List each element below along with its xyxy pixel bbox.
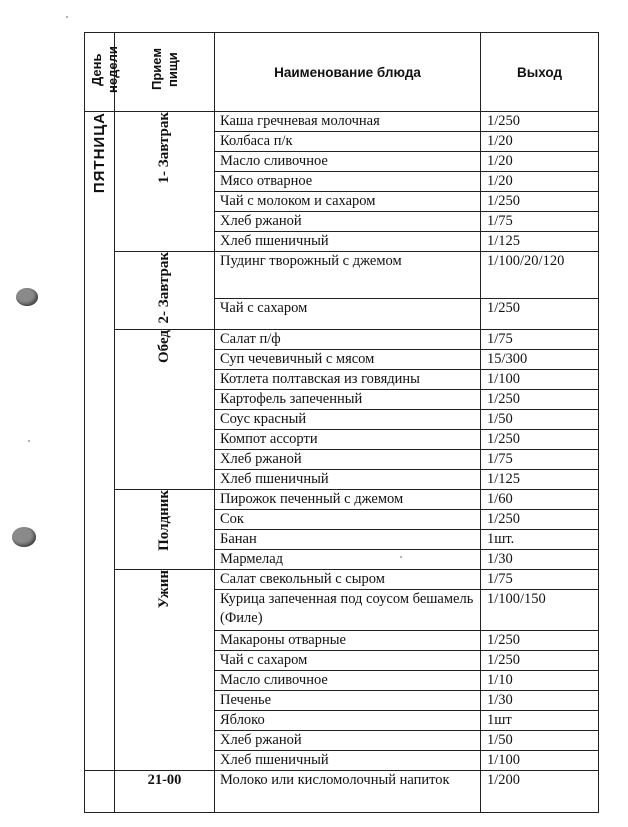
dish-name: Курица запеченная под соусом бешамель (Филе)	[215, 590, 481, 631]
dish-output: 1шт	[481, 711, 599, 731]
dish-output: 1/30	[481, 550, 599, 570]
dish-output: 1/250	[481, 390, 599, 410]
dish-output: 1/20	[481, 152, 599, 172]
dish-output: 1/125	[481, 232, 599, 252]
dish-name: Хлеб ржаной	[215, 731, 481, 751]
dish-output: 1/100/20/120	[481, 252, 599, 299]
menu-table	[84, 32, 599, 813]
dish-name: Молоко или кисломолочный напиток	[215, 771, 481, 813]
menu-row	[85, 112, 599, 132]
dish-output: 1шт.	[481, 530, 599, 550]
dish-name: Пирожок печенный с джемом	[215, 490, 481, 510]
binder-hole-bottom	[12, 527, 36, 547]
header-row	[85, 33, 599, 112]
dish-name: Салат п/ф	[215, 330, 481, 350]
scan-speck	[28, 440, 30, 442]
dish-name: Яблоко	[215, 711, 481, 731]
dish-name: Банан	[215, 530, 481, 550]
dish-output: 1/250	[481, 192, 599, 212]
dish-output: 1/75	[481, 212, 599, 232]
meal-cell: 1- Завтрак	[115, 112, 215, 252]
dish-name: Хлеб пшеничный	[215, 751, 481, 771]
dish-output: 1/250	[481, 112, 599, 132]
dish-output: 1/60	[481, 490, 599, 510]
dish-name: Чай с сахаром	[215, 651, 481, 671]
menu-row	[85, 570, 599, 590]
dish-name: Мясо отварное	[215, 172, 481, 192]
dish-output: 1/30	[481, 691, 599, 711]
menu-row	[85, 252, 599, 299]
meal-cell: 2- Завтрак	[115, 252, 215, 330]
meal-cell: Ужин	[115, 570, 215, 771]
header-meal: Прием пищи	[115, 33, 215, 112]
header-dish: Наименование блюда	[215, 33, 481, 112]
meal-cell: Обед	[115, 330, 215, 490]
dish-output: 1/100	[481, 370, 599, 390]
dish-name: Масло сливочное	[215, 152, 481, 172]
dish-name: Компот ассорти	[215, 430, 481, 450]
dish-output: 1/10	[481, 671, 599, 691]
dish-output: 15/300	[481, 350, 599, 370]
dish-name: Соус красный	[215, 410, 481, 430]
dish-output: 1/50	[481, 731, 599, 751]
dish-name: Чай с сахаром	[215, 299, 481, 330]
dish-name: Котлета полтавская из говядины	[215, 370, 481, 390]
dish-name: Сок	[215, 510, 481, 530]
dish-name: Пудинг творожный с джемом	[215, 252, 481, 299]
dish-output: 1/50	[481, 410, 599, 430]
dish-name: Каша гречневая молочная	[215, 112, 481, 132]
dish-name: Салат свекольный с сыром	[215, 570, 481, 590]
dish-output: 1/75	[481, 570, 599, 590]
dish-output: 1/250	[481, 510, 599, 530]
dish-name: Печенье	[215, 691, 481, 711]
dish-name: Чай с молоком и сахаром	[215, 192, 481, 212]
dish-output: 1/75	[481, 330, 599, 350]
dish-output: 1/250	[481, 631, 599, 651]
dish-output: 1/250	[481, 651, 599, 671]
dish-name: Хлеб пшеничный	[215, 232, 481, 252]
dish-name: Хлеб ржаной	[215, 212, 481, 232]
menu-row	[85, 330, 599, 350]
late-snack-row	[85, 771, 599, 813]
dish-output: 1/250	[481, 430, 599, 450]
dish-output: 1/75	[481, 450, 599, 470]
dish-output: 1/250	[481, 299, 599, 330]
dish-name: Суп чечевичный с мясом	[215, 350, 481, 370]
header-day: День недели	[85, 33, 115, 112]
menu-row	[85, 490, 599, 510]
late-time: 21-00	[115, 771, 215, 813]
dish-output: 1/100/150	[481, 590, 599, 631]
dish-name: Хлеб ржаной	[215, 450, 481, 470]
dish-name: Мармелад	[215, 550, 481, 570]
dish-output: 1/100	[481, 751, 599, 771]
meal-cell: Полдник	[115, 490, 215, 570]
dish-name: Колбаса п/к	[215, 132, 481, 152]
scan-speck	[66, 16, 68, 18]
dish-name: Хлеб пшеничный	[215, 470, 481, 490]
dish-name: Масло сливочное	[215, 671, 481, 691]
header-output: Выход	[481, 33, 599, 112]
dish-output: 1/200	[481, 771, 599, 813]
dish-name: Картофель запеченный	[215, 390, 481, 410]
dish-output: 1/20	[481, 172, 599, 192]
dish-output: 1/125	[481, 470, 599, 490]
day-cell: ПЯТНИЦА	[85, 112, 115, 771]
dish-output: 1/20	[481, 132, 599, 152]
binder-hole-top	[16, 288, 38, 306]
dish-name: Макароны отварные	[215, 631, 481, 651]
day-cell-empty	[85, 771, 115, 813]
